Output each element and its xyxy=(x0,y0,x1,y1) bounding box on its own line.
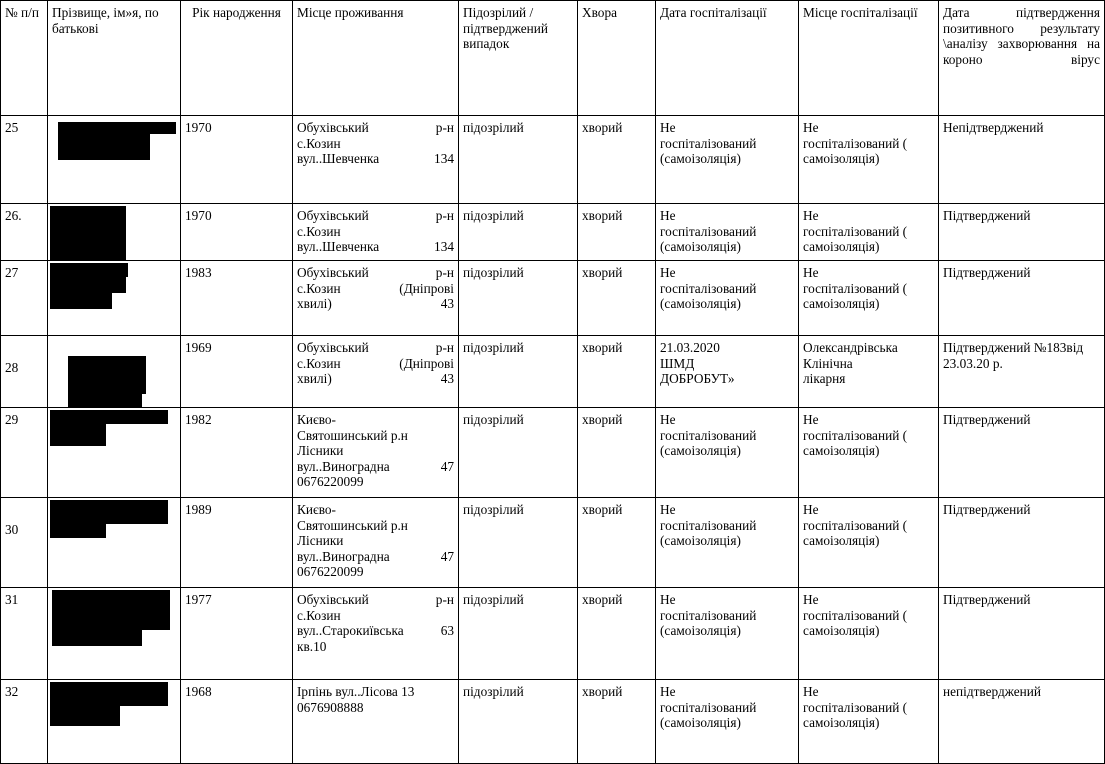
sick-status: хворий xyxy=(578,498,656,588)
cell-line: госпіталізований xyxy=(660,280,757,296)
redacted-name xyxy=(48,116,181,204)
cell-line: госпіталізований ( xyxy=(803,427,908,443)
confirmation: Непідтверджений xyxy=(939,116,1105,204)
address xyxy=(293,336,459,408)
hospitalization-date xyxy=(656,498,799,588)
confirmation: Підтверджений №183від 23.03.20 р. xyxy=(939,336,1105,408)
redacted-name xyxy=(48,498,181,588)
redacted-name xyxy=(48,680,181,764)
hospitalization-date xyxy=(656,680,799,764)
confirmation: Підтверджений xyxy=(939,204,1105,261)
hospitalization-date xyxy=(656,336,799,408)
birth-year: 1977 xyxy=(181,588,293,680)
cell-line: самоізоляція) xyxy=(803,296,880,311)
cell-line: самоізоляція) xyxy=(803,715,880,730)
header-name: Прізвище, ім»я, по батькові xyxy=(48,1,181,116)
cell-line: Лісники xyxy=(297,443,344,458)
birth-year: 1982 xyxy=(181,408,293,498)
cell-line: госпіталізований ( xyxy=(803,517,908,533)
cell-line: самоізоляція) xyxy=(803,623,880,638)
redaction-bar xyxy=(68,356,130,408)
cell-line: госпіталізований ( xyxy=(803,607,908,623)
birth-year: 1968 xyxy=(181,680,293,764)
header-sick: Хвора xyxy=(578,1,656,116)
cell-line: Обухівський р-н xyxy=(297,120,454,135)
redacted-name xyxy=(48,261,181,336)
cell-line: Ірпінь вул..Лісова 13 xyxy=(297,684,415,699)
hospitalization-place xyxy=(799,588,939,680)
table-row xyxy=(1,336,1105,408)
table-row xyxy=(1,261,1105,336)
cell-line: Києво- xyxy=(297,502,336,517)
row-number: 29 xyxy=(1,408,48,498)
cell-line: с.Козин xyxy=(297,223,341,239)
case-status: підозрілий xyxy=(459,498,578,588)
cell-line: госпіталізований xyxy=(660,517,757,533)
sick-status: хворий xyxy=(578,261,656,336)
row-number: 25 xyxy=(1,116,48,204)
redacted-name xyxy=(48,588,181,680)
cell-line: Обухівський р-н xyxy=(297,265,454,280)
cell-line: Святошинський р.н xyxy=(297,427,408,443)
cell-line: Обухівський р-н xyxy=(297,208,454,223)
confirmation: непідтверджений xyxy=(939,680,1105,764)
cell-line: госпіталізований xyxy=(660,427,757,443)
case-status: підозрілий xyxy=(459,116,578,204)
header-confirm: Дата підтвердження позитивного результату \аналізу захворювання на короно вірус xyxy=(939,1,1105,116)
table-row xyxy=(1,408,1105,498)
cell-line: Лісники xyxy=(297,533,344,548)
cell-line: Не xyxy=(660,502,676,517)
redaction-bar xyxy=(58,122,150,160)
hospitalization-date xyxy=(656,116,799,204)
birth-year: 1969 xyxy=(181,336,293,408)
table-row xyxy=(1,588,1105,680)
table-row xyxy=(1,116,1105,204)
hospitalization-date xyxy=(656,204,799,261)
cell-line: госпіталізований xyxy=(660,223,757,239)
cell-line: госпіталізований ( xyxy=(803,699,908,715)
case-status: підозрілий xyxy=(459,408,578,498)
cell-line: Святошинський р.н xyxy=(297,517,408,533)
case-status: підозрілий xyxy=(459,204,578,261)
sick-status: хворий xyxy=(578,336,656,408)
cell-line: 0676220099 xyxy=(297,564,364,579)
hospitalization-place xyxy=(799,116,939,204)
cell-line: вул..Шевченка 134 xyxy=(297,239,454,254)
confirmation: Підтверджений xyxy=(939,588,1105,680)
redacted-name xyxy=(48,408,181,498)
cell-line: ШМД xyxy=(660,355,695,371)
cell-line: 0676908888 xyxy=(297,699,364,715)
cell-line: госпіталізований ( xyxy=(803,135,908,151)
cell-line: самоізоляція) xyxy=(803,151,880,166)
cell-line: самоізоляція) xyxy=(803,443,880,458)
cell-line: Не xyxy=(660,684,676,699)
hospitalization-date xyxy=(656,261,799,336)
table-row xyxy=(1,204,1105,261)
header-hosp-place: Місце госпіталізації xyxy=(799,1,939,116)
cell-line: с.Козин xyxy=(297,135,341,151)
case-status: підозрілий xyxy=(459,588,578,680)
case-status: підозрілий xyxy=(459,680,578,764)
cell-line: Не xyxy=(803,412,819,427)
redaction-bar xyxy=(50,263,112,309)
cell-line: с.Козин xyxy=(297,607,341,623)
sick-status: хворий xyxy=(578,680,656,764)
birth-year: 1983 xyxy=(181,261,293,336)
header-status: Підозрілий / підтверджений випадок xyxy=(459,1,578,116)
cell-line: госпіталізований xyxy=(660,699,757,715)
cell-line: хвилі) 43 xyxy=(297,371,454,386)
table-row xyxy=(1,498,1105,588)
cell-line: госпіталізований xyxy=(660,607,757,623)
cell-line: Обухівський р-н xyxy=(297,592,454,607)
row-number: 27 xyxy=(1,261,48,336)
header-row xyxy=(1,1,1105,116)
cell-line: Олександрівська xyxy=(803,340,898,355)
cell-line: Не xyxy=(803,265,819,280)
address xyxy=(293,408,459,498)
header-address: Місце проживання xyxy=(293,1,459,116)
sick-status: хворий xyxy=(578,408,656,498)
redacted-name xyxy=(48,204,181,261)
cell-line: лікарня xyxy=(803,371,846,386)
address xyxy=(293,204,459,261)
address xyxy=(293,498,459,588)
cell-line: кв.10 xyxy=(297,638,327,654)
cell-line: Не xyxy=(803,502,819,517)
cell-line: вул..Старокиївська 63 xyxy=(297,623,454,638)
sick-status: хворий xyxy=(578,204,656,261)
row-number: 31 xyxy=(1,588,48,680)
cell-line: Не xyxy=(660,592,676,607)
cell-line: Києво- xyxy=(297,412,336,427)
redaction-bar xyxy=(50,206,126,260)
hospitalization-place xyxy=(799,261,939,336)
cell-line: (самоізоляція) xyxy=(660,239,741,254)
case-status: підозрілий xyxy=(459,336,578,408)
cell-line: 0676220099 xyxy=(297,474,364,489)
cell-line: Обухівський р-н xyxy=(297,340,454,355)
header-hosp-date: Дата госпіталізації xyxy=(656,1,799,116)
hospitalization-place xyxy=(799,204,939,261)
redaction-bar xyxy=(52,590,142,646)
cell-line: хвилі) 43 xyxy=(297,296,454,311)
birth-year: 1970 xyxy=(181,204,293,261)
hospitalization-place xyxy=(799,408,939,498)
cell-line: госпіталізований ( xyxy=(803,280,908,296)
row-number: 28 xyxy=(1,336,48,408)
cell-line: Не xyxy=(803,684,819,699)
redaction-bar xyxy=(50,682,120,726)
confirmation: Підтверджений xyxy=(939,408,1105,498)
cell-line: самоізоляція) xyxy=(803,533,880,548)
hospitalization-place xyxy=(799,336,939,408)
row-number: 26. xyxy=(1,204,48,261)
cell-line: (самоізоляція) xyxy=(660,533,741,548)
cell-line: с.Козин (Дніпрові xyxy=(297,355,454,371)
hospitalization-place xyxy=(799,680,939,764)
address xyxy=(293,116,459,204)
cell-line: Не xyxy=(803,120,819,135)
cell-line: госпіталізований xyxy=(660,135,757,151)
address xyxy=(293,261,459,336)
redaction-bar xyxy=(50,500,106,538)
sick-status: хворий xyxy=(578,588,656,680)
redaction-bar xyxy=(50,410,106,446)
header-year: Рік народження xyxy=(181,1,293,116)
cell-line: с.Козин (Дніпрові xyxy=(297,280,454,296)
cell-line: Клінічна xyxy=(803,355,853,371)
row-number: 30 xyxy=(1,498,48,588)
cell-line: (самоізоляція) xyxy=(660,623,741,638)
sick-status: хворий xyxy=(578,116,656,204)
address xyxy=(293,588,459,680)
row-number: 32 xyxy=(1,680,48,764)
address xyxy=(293,680,459,764)
cell-line: госпіталізований ( xyxy=(803,223,908,239)
cell-line: самоізоляція) xyxy=(803,239,880,254)
hospitalization-date xyxy=(656,408,799,498)
cell-line: вул..Виноградна 47 xyxy=(297,458,454,474)
cell-line: Не xyxy=(660,208,676,223)
case-status: підозрілий xyxy=(459,261,578,336)
confirmation: Підтверджений xyxy=(939,261,1105,336)
cell-line: (самоізоляція) xyxy=(660,443,741,458)
redacted-name xyxy=(48,336,181,408)
cell-line: Не xyxy=(660,120,676,135)
cell-line: (самоізоляція) xyxy=(660,296,741,311)
cell-line: ДОБРОБУТ» xyxy=(660,371,735,386)
cell-line: (самоізоляція) xyxy=(660,715,741,730)
birth-year: 1970 xyxy=(181,116,293,204)
cell-line: вул..Шевченка 134 xyxy=(297,151,454,166)
cell-line: Не xyxy=(660,265,676,280)
confirmation: Підтверджений xyxy=(939,498,1105,588)
cell-line: Не xyxy=(660,412,676,427)
cell-line: Не xyxy=(803,208,819,223)
cell-line: 21.03.2020 xyxy=(660,340,720,355)
cell-line: (самоізоляція) xyxy=(660,151,741,166)
hospitalization-place xyxy=(799,498,939,588)
birth-year: 1989 xyxy=(181,498,293,588)
cell-line: вул..Виноградна 47 xyxy=(297,548,454,564)
cell-line: Не xyxy=(803,592,819,607)
header-num: № п/п xyxy=(1,1,48,116)
hospitalization-date xyxy=(656,588,799,680)
table-row xyxy=(1,680,1105,764)
